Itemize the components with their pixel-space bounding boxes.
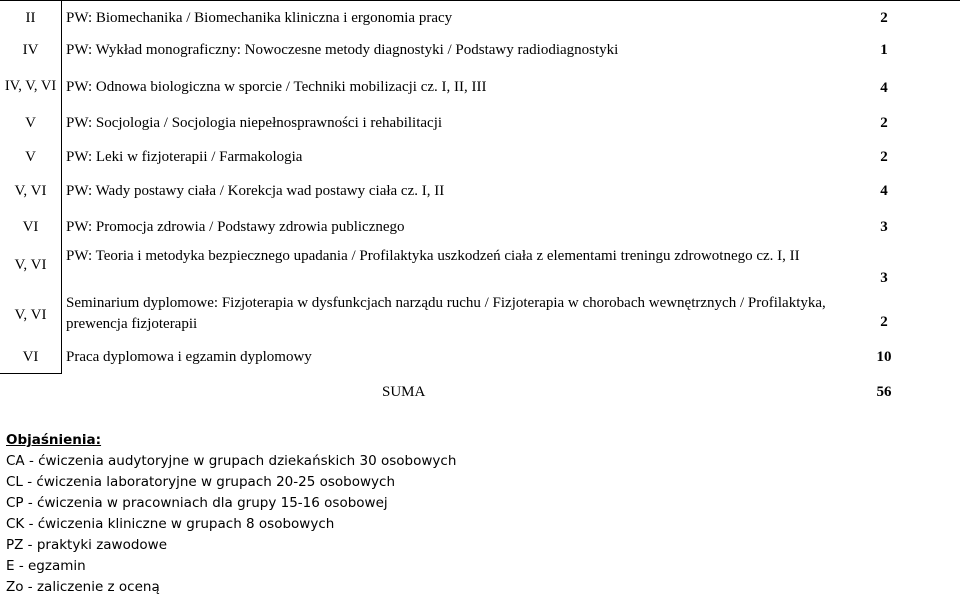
semester-cell: V [25,149,36,165]
subject-cell: PW: Biomechanika / Biomechanika kliniczna i ergonomia pracy [66,10,453,26]
ects-cell: 2 [880,10,888,26]
subject-cell: PW: Promocja zdrowia / Podstawy zdrowia publicznego [66,219,405,235]
sum-label: SUMA [382,384,426,400]
subject-cell: Seminarium dyplomowe: Fizjoterapia w dysfunkcjach narządu ruchu / Fizjoterapia w chorobach wewnętrznych / Profilaktyka, prewencja fizjoterapii [66,295,826,332]
semester-cell: VI [22,349,39,365]
note-item: CP - ćwiczenia w pracowniach dla grupy 15-16 osobowej [6,495,388,511]
note-item: E - egzamin [6,558,86,574]
semester-cell: IV, V, VI [4,78,57,94]
subject-cell: PW: Wady postawy ciała / Korekcja wad postawy ciała cz. I, II [66,183,445,199]
table-row [0,104,960,140]
semester-cell: V, VI [14,307,47,323]
semester-cell: VI [22,219,39,235]
note-item: PZ - praktyki zawodowe [6,537,168,553]
semester-cell: II [25,10,36,26]
ects-cell: 3 [880,270,888,286]
subject-cell: PW: Odnowa biologiczna w sporcie / Techniki mobilizacji cz. I, II, III [66,79,487,95]
table-row [0,338,960,373]
notes-title: Objaśnienia: [6,432,102,448]
subject-cell: PW: Leki w fizjoterapii / Farmakologia [66,149,303,165]
table-row [0,34,960,68]
note-item: CA - ćwiczenia audytoryjne w grupach dziekańskich 30 osobowych [6,453,457,469]
ects-cell: 4 [880,183,888,199]
table-row [0,176,960,212]
table-row [0,244,960,288]
ects-cell: 2 [880,149,888,165]
ects-cell: 2 [880,314,888,330]
sum-row [0,373,960,408]
semester-cell: V, VI [14,257,47,273]
table-row [0,212,960,246]
subject-cell: PW: Wykład monograficzny: Nowoczesne metody diagnostyki / Podstawy radiodiagnostyki [66,42,619,58]
table-row [0,290,960,336]
semester-cell: V, VI [14,183,47,199]
table-row [0,140,960,176]
table-row [0,0,960,34]
subject-cell: Praca dyplomowa i egzamin dyplomowy [66,349,312,365]
ects-cell: 10 [876,349,892,365]
ects-cell: 4 [880,80,888,96]
note-item: CL - ćwiczenia laboratoryjne w grupach 20-25 osobowych [6,474,396,490]
semester-cell: V [25,115,36,131]
legend-notes [6,430,456,598]
ects-cell: 3 [880,219,888,235]
table-row [0,68,960,104]
sum-value: 56 [876,384,892,400]
subject-cell: PW: Teoria i metodyka bezpiecznego upadania / Profilaktyka uszkodzeń ciała z elementami treningu zdrowotnego cz. I, II [66,248,800,264]
ects-cell: 2 [880,115,888,131]
subject-cell: PW: Socjologia / Socjologia niepełnosprawności i rehabilitacji [66,115,443,131]
note-item: Zo - zaliczenie z oceną [6,579,160,595]
note-item: CK - ćwiczenia kliniczne w grupach 8 osobowych [6,516,335,532]
ects-cell: 1 [880,42,888,58]
semester-cell: IV [22,42,39,58]
